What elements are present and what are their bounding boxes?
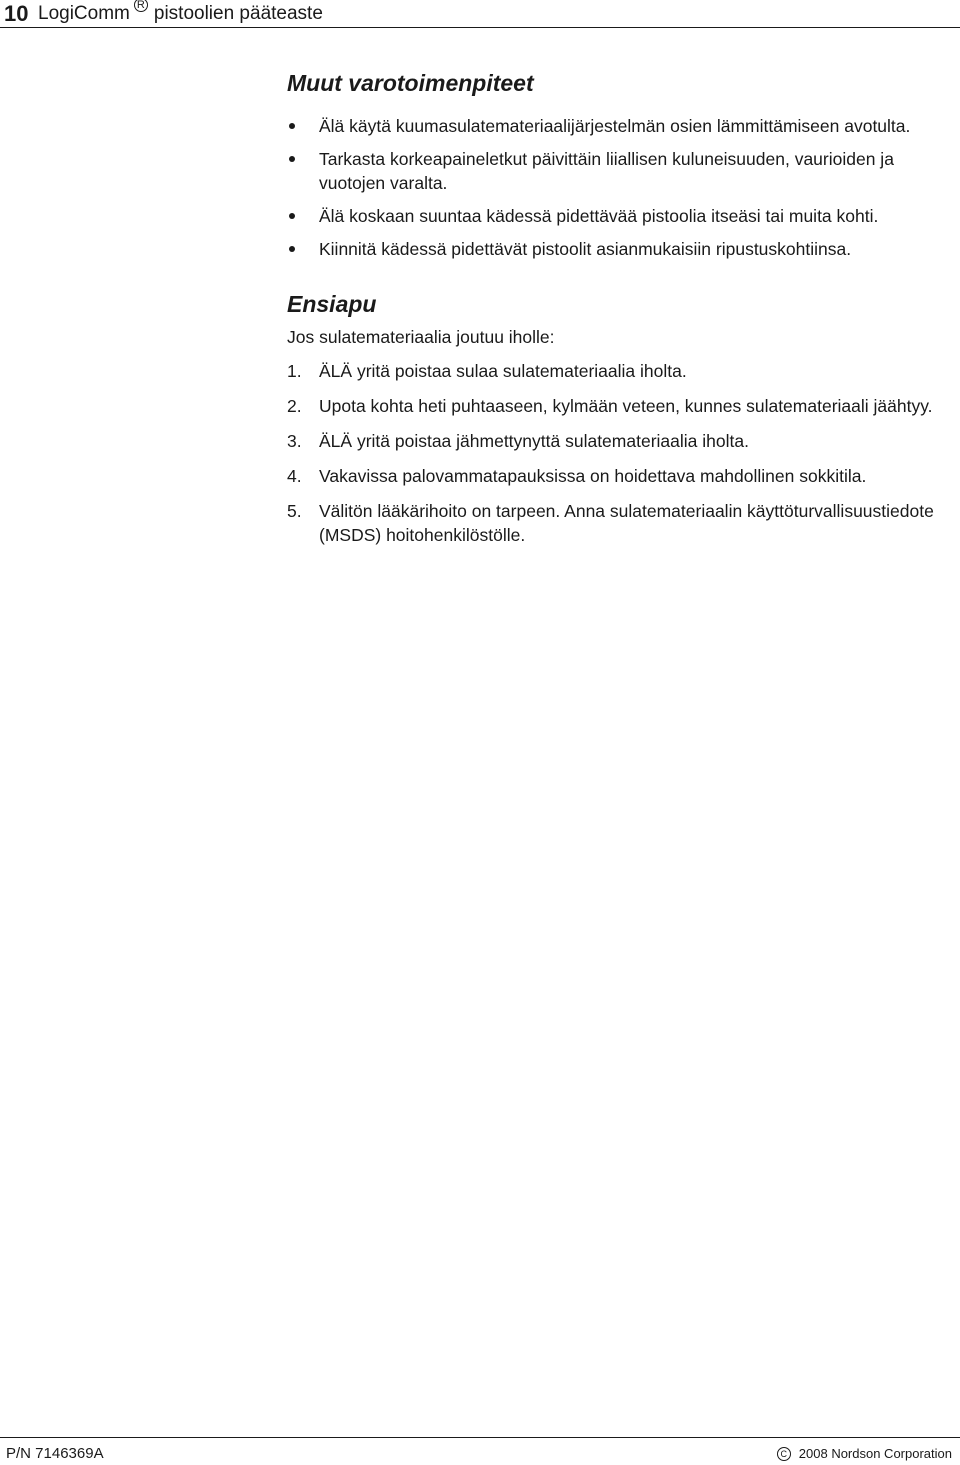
- copyright-notice: [777, 1444, 952, 1464]
- registered-mark-icon: R: [134, 0, 148, 12]
- step-item: [287, 359, 947, 383]
- step-number: 4.: [287, 466, 302, 486]
- step-item: [287, 499, 947, 547]
- list-item: [287, 147, 947, 195]
- bullet-icon: [289, 213, 295, 219]
- list-item-text: Kiinnitä kädessä pidettävät pistoolit asianmukaisiin ripustuskohtiinsa.: [319, 239, 852, 259]
- list-item: [287, 204, 947, 228]
- list-item: [287, 114, 947, 138]
- page-header: [0, 0, 960, 28]
- part-number: P/N 7146369A: [6, 1445, 104, 1462]
- precautions-list: [287, 114, 947, 261]
- step-text: ÄLÄ yritä poistaa jähmettynyttä sulatemateriaalia iholta.: [319, 431, 749, 451]
- first-aid-steps: [287, 359, 947, 547]
- first-aid-intro: Jos sulatemateriaalia joutuu iholle:: [287, 327, 555, 347]
- footer-divider: [0, 1437, 960, 1438]
- list-item-text: Tarkasta korkeapaineletkut päivittäin liiallisen kuluneisuuden, vaurioiden ja vuotojen varalta.: [319, 149, 894, 193]
- precautions-heading: Muut varotoimenpiteet: [287, 70, 534, 96]
- step-text: Vakavissa palovammatapauksissa on hoidettava mahdollinen sokkitila.: [319, 466, 867, 486]
- bullet-icon: [289, 156, 295, 162]
- step-item: [287, 394, 947, 418]
- step-item: [287, 429, 947, 453]
- step-number: 1.: [287, 361, 302, 381]
- title-rest: pistoolien pääteaste: [153, 3, 323, 24]
- first-aid-heading: Ensiapu: [287, 291, 377, 317]
- document-title: [38, 0, 323, 28]
- step-text: ÄLÄ yritä poistaa sulaa sulatemateriaalia iholta.: [319, 361, 687, 381]
- brand-name: LogiComm: [38, 3, 130, 24]
- bullet-icon: [289, 123, 295, 129]
- bullet-icon: [289, 246, 295, 252]
- step-number: 2.: [287, 396, 302, 416]
- list-item-text: Älä koskaan suuntaa kädessä pidettävää pistoolia itseäsi tai muita kohti.: [319, 206, 879, 226]
- step-number: 5.: [287, 501, 302, 521]
- step-item: [287, 464, 947, 488]
- step-text: Välitön lääkärihoito on tarpeen. Anna sulatemateriaalin käyttöturvallisuustiedote (MSDS) hoitohenkilöstölle.: [319, 501, 934, 545]
- page-number: 10: [4, 1, 29, 26]
- step-number: 3.: [287, 431, 302, 451]
- copyright-icon: C: [777, 1447, 791, 1461]
- main-content: [287, 66, 947, 558]
- header-divider: [0, 27, 960, 28]
- copyright-text: 2008 Nordson Corporation: [798, 1446, 952, 1461]
- list-item: [287, 237, 947, 261]
- step-text: Upota kohta heti puhtaaseen, kylmään veteen, kunnes sulatemateriaali jäähtyy.: [319, 396, 933, 416]
- list-item-text: Älä käytä kuumasulatemateriaalijärjestelmän osien lämmittämiseen avotulta.: [319, 116, 911, 136]
